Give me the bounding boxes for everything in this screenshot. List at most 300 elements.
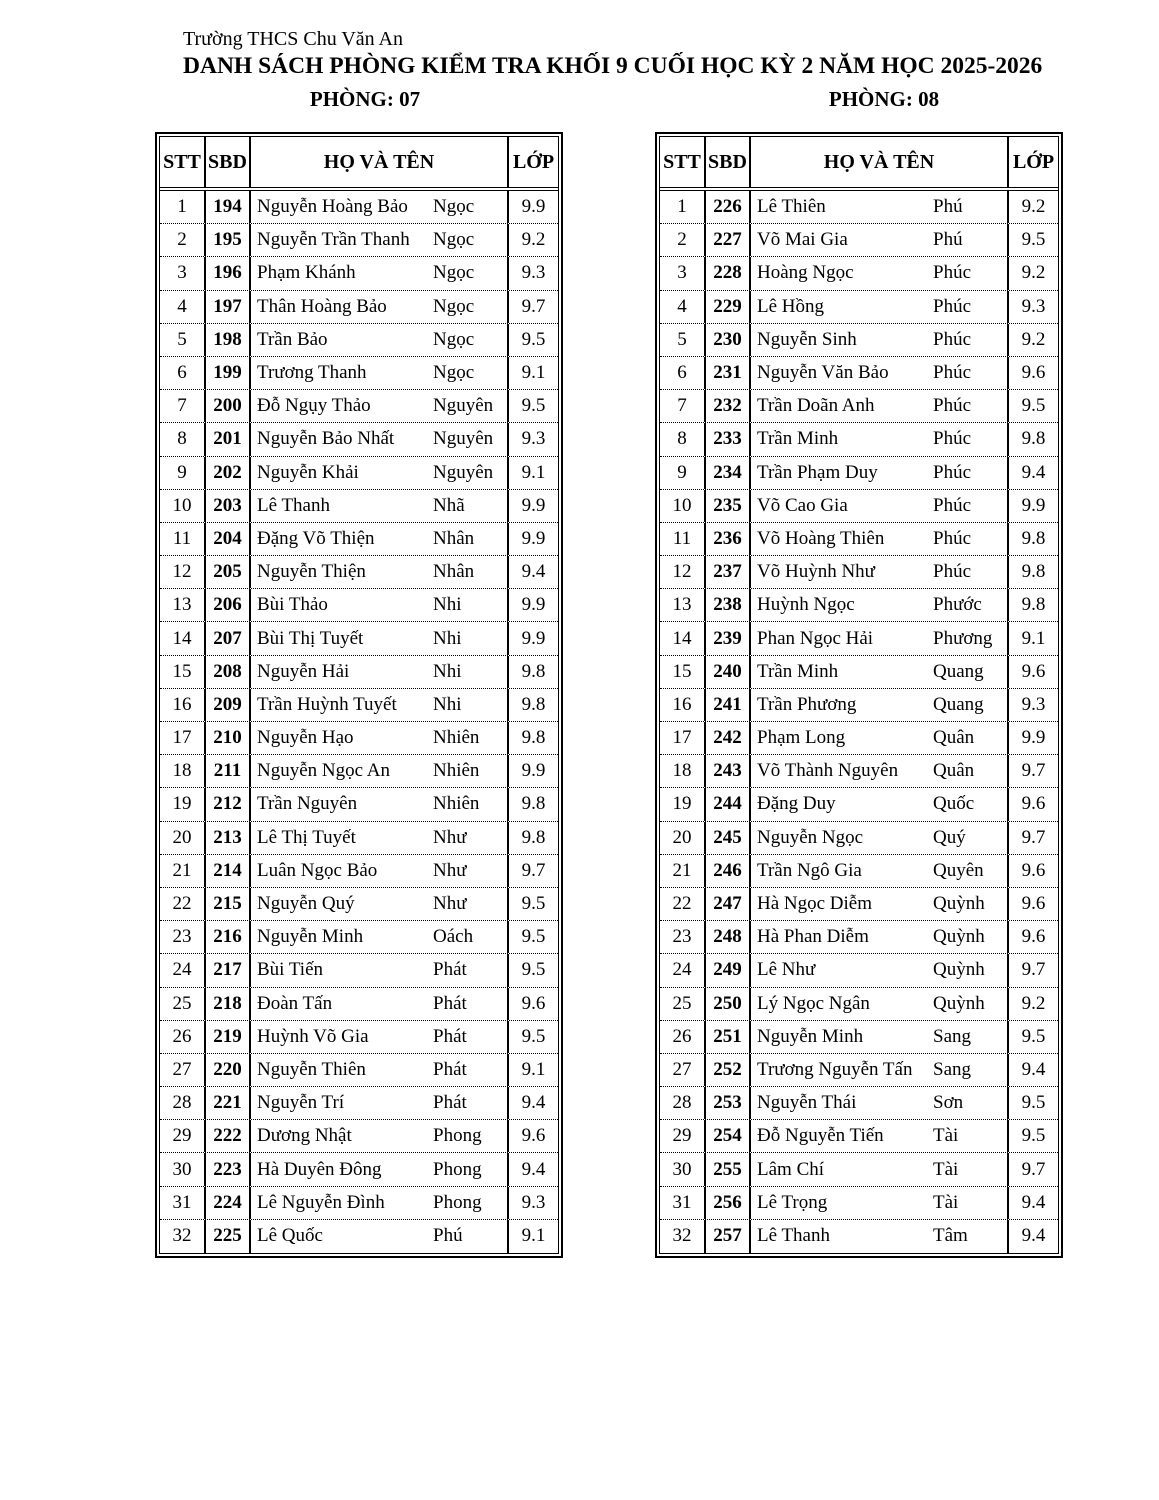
class-cell: 9.5	[1021, 1025, 1046, 1047]
stt-cell: 12	[160, 556, 206, 588]
table-row	[160, 755, 558, 788]
family-middle-name: Nguyễn Minh	[257, 926, 364, 948]
sbd-cell: 207	[206, 622, 251, 654]
class-cell: 9.2	[521, 229, 546, 251]
stt-cell: 20	[160, 822, 206, 854]
class-cell: 9.9	[521, 760, 546, 782]
given-name: Phúc	[933, 362, 971, 384]
room-07-table-body	[160, 191, 558, 1253]
family-middle-name: Lê Hồng	[757, 295, 825, 317]
given-name: Phong	[433, 1191, 482, 1213]
sbd-cell: 249	[706, 954, 751, 986]
family-middle-name: Đặng Duy	[757, 793, 836, 815]
family-middle-name: Hà Phan Diễm	[757, 926, 869, 948]
name-cell	[751, 689, 1009, 721]
table-row	[160, 1120, 558, 1153]
class-cell: 9.6	[1021, 859, 1046, 881]
table-row	[660, 722, 1058, 755]
class-cell: 9.5	[1021, 1092, 1046, 1114]
name-cell	[251, 888, 509, 920]
sbd-cell: 218	[206, 988, 251, 1020]
family-middle-name: Võ Cao Gia	[757, 494, 848, 516]
sbd-cell: 223	[206, 1153, 251, 1185]
table-row	[160, 589, 558, 622]
given-name: Phúc	[933, 328, 971, 350]
class-cell: 9.7	[1021, 1158, 1046, 1180]
stt-cell: 32	[160, 1220, 206, 1253]
table-row	[160, 357, 558, 390]
given-name: Quân	[933, 760, 975, 782]
given-name: Quỳnh	[933, 926, 985, 948]
name-cell	[251, 257, 509, 289]
stt-cell: 22	[160, 888, 206, 920]
sbd-cell: 215	[206, 888, 251, 920]
class-cell: 9.4	[521, 561, 546, 583]
sbd-cell: 244	[706, 788, 751, 820]
stt-cell: 1	[660, 191, 706, 223]
name-cell	[251, 1087, 509, 1119]
class-cell: 9.2	[1021, 328, 1046, 350]
given-name: Sang	[933, 1025, 971, 1047]
name-cell	[751, 755, 1009, 787]
table-row	[660, 855, 1058, 888]
name-cell	[251, 390, 509, 422]
name-cell	[751, 1087, 1009, 1119]
given-name: Ngọc	[433, 196, 475, 218]
stt-cell: 5	[660, 324, 706, 356]
name-cell	[751, 1220, 1009, 1253]
given-name: Quỳnh	[933, 959, 985, 981]
family-middle-name: Lê Quốc	[257, 1225, 323, 1247]
stt-cell: 8	[660, 423, 706, 455]
table-row	[160, 324, 558, 357]
name-cell	[751, 291, 1009, 323]
family-middle-name: Bùi Thảo	[257, 594, 328, 616]
sbd-cell: 195	[206, 224, 251, 256]
table-row	[160, 1153, 558, 1186]
family-middle-name: Nguyễn Thiên	[257, 1058, 366, 1080]
sbd-cell: 212	[206, 788, 251, 820]
family-middle-name: Nguyễn Quý	[257, 893, 355, 915]
table-row	[660, 423, 1058, 456]
name-cell	[751, 457, 1009, 489]
family-middle-name: Thân Hoàng Bảo	[257, 295, 387, 317]
stt-cell: 23	[160, 921, 206, 953]
sbd-cell: 250	[706, 988, 751, 1020]
class-cell: 9.6	[521, 992, 546, 1014]
table-row	[160, 1054, 558, 1087]
table-row	[160, 556, 558, 589]
table-row	[160, 523, 558, 556]
class-cell: 9.9	[521, 594, 546, 616]
given-name: Nhi	[433, 693, 462, 715]
given-name: Phú	[433, 1225, 463, 1247]
name-cell	[251, 1054, 509, 1086]
given-name: Như	[433, 826, 467, 848]
sbd-cell: 229	[706, 291, 751, 323]
sbd-cell: 243	[706, 755, 751, 787]
name-cell	[251, 622, 509, 654]
table-row	[160, 722, 558, 755]
stt-cell: 1	[160, 191, 206, 223]
given-name: Quốc	[933, 793, 975, 815]
stt-cell: 7	[160, 390, 206, 422]
given-name: Phước	[933, 594, 982, 616]
stt-cell: 19	[160, 788, 206, 820]
name-cell	[751, 257, 1009, 289]
table-row	[660, 788, 1058, 821]
given-name: Nhân	[433, 527, 475, 549]
name-cell	[251, 324, 509, 356]
class-cell: 9.5	[1021, 1125, 1046, 1147]
class-cell: 9.2	[1021, 262, 1046, 284]
name-cell	[251, 1187, 509, 1219]
class-cell: 9.1	[521, 1225, 546, 1247]
given-name: Tâm	[933, 1225, 968, 1247]
name-cell	[251, 490, 509, 522]
table-row	[660, 1054, 1058, 1087]
family-middle-name: Trương Nguyễn Tấn	[757, 1058, 913, 1080]
table-row	[160, 1087, 558, 1120]
given-name: Ngọc	[433, 229, 475, 251]
family-middle-name: Lê Nguyễn Đình	[257, 1191, 385, 1213]
given-name: Phong	[433, 1125, 482, 1147]
stt-cell: 9	[160, 457, 206, 489]
given-name: Tài	[933, 1158, 959, 1180]
given-name: Ngọc	[433, 295, 475, 317]
table-row	[660, 888, 1058, 921]
name-cell	[751, 224, 1009, 256]
table-row	[160, 689, 558, 722]
sbd-cell: 239	[706, 622, 751, 654]
column-header-sbd: SBD	[206, 137, 251, 187]
stt-cell: 31	[660, 1187, 706, 1219]
family-middle-name: Nguyễn Khải	[257, 461, 359, 483]
name-cell	[751, 888, 1009, 920]
given-name: Nhiên	[433, 760, 480, 782]
given-name: Sang	[933, 1058, 971, 1080]
sbd-cell: 203	[206, 490, 251, 522]
stt-cell: 27	[160, 1054, 206, 1086]
sbd-cell: 248	[706, 921, 751, 953]
given-name: Phúc	[933, 395, 971, 417]
table-header-row	[160, 137, 558, 191]
stt-cell: 23	[660, 921, 706, 953]
column-header-name: HỌ VÀ TÊN	[751, 137, 1009, 187]
class-cell: 9.8	[521, 660, 546, 682]
sbd-cell: 209	[206, 689, 251, 721]
class-cell: 9.9	[1021, 727, 1046, 749]
sbd-cell: 219	[206, 1021, 251, 1053]
given-name: Phú	[933, 196, 963, 218]
sbd-cell: 214	[206, 855, 251, 887]
stt-cell: 16	[660, 689, 706, 721]
stt-cell: 26	[660, 1021, 706, 1053]
sbd-cell: 251	[706, 1021, 751, 1053]
room-08-table-body	[660, 191, 1058, 1253]
stt-cell: 32	[660, 1220, 706, 1253]
family-middle-name: Nguyễn Ngọc	[757, 826, 864, 848]
family-middle-name: Lê Trọng	[757, 1191, 828, 1213]
class-cell: 9.4	[1021, 1058, 1046, 1080]
name-cell	[751, 490, 1009, 522]
class-cell: 9.3	[521, 1191, 546, 1213]
class-cell: 9.3	[1021, 693, 1046, 715]
given-name: Nhi	[433, 660, 462, 682]
class-cell: 9.6	[1021, 926, 1046, 948]
family-middle-name: Võ Hoàng Thiên	[757, 527, 885, 549]
table-row	[660, 921, 1058, 954]
family-middle-name: Nguyễn Sinh	[757, 328, 857, 350]
sbd-cell: 211	[206, 755, 251, 787]
table-row	[160, 656, 558, 689]
given-name: Phát	[433, 992, 467, 1014]
stt-cell: 6	[660, 357, 706, 389]
class-cell: 9.5	[521, 1025, 546, 1047]
family-middle-name: Nguyễn Hoàng Bảo	[257, 196, 408, 218]
table-row	[160, 224, 558, 257]
name-cell	[751, 954, 1009, 986]
stt-cell: 15	[160, 656, 206, 688]
sbd-cell: 232	[706, 390, 751, 422]
name-cell	[251, 556, 509, 588]
table-row	[160, 988, 558, 1021]
sbd-cell: 231	[706, 357, 751, 389]
class-cell: 9.5	[521, 395, 546, 417]
sbd-cell: 242	[706, 722, 751, 754]
class-cell: 9.4	[521, 1092, 546, 1114]
stt-cell: 28	[160, 1087, 206, 1119]
family-middle-name: Hoàng Ngọc	[757, 262, 854, 284]
stt-cell: 28	[660, 1087, 706, 1119]
sbd-cell: 221	[206, 1087, 251, 1119]
given-name: Nguyên	[433, 461, 494, 483]
class-cell: 9.6	[521, 1125, 546, 1147]
given-name: Nhân	[433, 561, 475, 583]
sbd-cell: 236	[706, 523, 751, 555]
table-row	[660, 589, 1058, 622]
table-row	[160, 390, 558, 423]
sbd-cell: 222	[206, 1120, 251, 1152]
family-middle-name: Hà Ngọc Diễm	[757, 893, 873, 915]
family-middle-name: Lê Thanh	[257, 494, 330, 516]
table-row	[660, 224, 1058, 257]
family-middle-name: Nguyễn Minh	[757, 1025, 864, 1047]
class-cell: 9.8	[521, 727, 546, 749]
family-middle-name: Nguyễn Trần Thanh	[257, 229, 410, 251]
stt-cell: 29	[660, 1120, 706, 1152]
stt-cell: 24	[660, 954, 706, 986]
class-cell: 9.4	[1021, 1191, 1046, 1213]
name-cell	[251, 523, 509, 555]
given-name: Nhiên	[433, 727, 480, 749]
sbd-cell: 224	[206, 1187, 251, 1219]
family-middle-name: Lê Thanh	[757, 1225, 830, 1247]
sbd-cell: 225	[206, 1220, 251, 1253]
stt-cell: 5	[160, 324, 206, 356]
class-cell: 9.3	[521, 262, 546, 284]
class-cell: 9.5	[1021, 229, 1046, 251]
class-cell: 9.5	[521, 893, 546, 915]
stt-cell: 6	[160, 357, 206, 389]
sbd-cell: 233	[706, 423, 751, 455]
sbd-cell: 208	[206, 656, 251, 688]
stt-cell: 17	[660, 722, 706, 754]
given-name: Quỳnh	[933, 893, 985, 915]
sbd-cell: 200	[206, 390, 251, 422]
given-name: Sơn	[933, 1092, 964, 1114]
given-name: Nguyên	[433, 428, 494, 450]
name-cell	[251, 822, 509, 854]
column-header-name: HỌ VÀ TÊN	[251, 137, 509, 187]
table-row	[160, 888, 558, 921]
stt-cell: 15	[660, 656, 706, 688]
family-middle-name: Lý Ngọc Ngân	[757, 992, 870, 1014]
given-name: Quang	[933, 660, 984, 682]
class-cell: 9.8	[521, 793, 546, 815]
class-cell: 9.8	[1021, 561, 1046, 583]
sbd-cell: 255	[706, 1153, 751, 1185]
name-cell	[251, 1220, 509, 1253]
room-07-label: PHÒNG: 07	[309, 87, 421, 111]
given-name: Nguyên	[433, 395, 494, 417]
sbd-cell: 247	[706, 888, 751, 920]
family-middle-name: Đỗ Nguyễn Tiến	[757, 1125, 884, 1147]
name-cell	[251, 855, 509, 887]
sbd-cell: 206	[206, 589, 251, 621]
column-header-sbd: SBD	[706, 137, 751, 187]
family-middle-name: Lê Thiên	[757, 196, 826, 218]
name-cell	[251, 722, 509, 754]
table-row	[160, 855, 558, 888]
table-row	[160, 822, 558, 855]
name-cell	[751, 390, 1009, 422]
table-row	[160, 490, 558, 523]
given-name: Quang	[933, 693, 984, 715]
stt-cell: 4	[160, 291, 206, 323]
class-cell: 9.4	[521, 1158, 546, 1180]
stt-cell: 21	[160, 855, 206, 887]
sbd-cell: 228	[706, 257, 751, 289]
name-cell	[251, 788, 509, 820]
table-row	[160, 622, 558, 655]
sbd-cell: 241	[706, 689, 751, 721]
given-name: Quân	[933, 727, 975, 749]
given-name: Quỳnh	[933, 992, 985, 1014]
family-middle-name: Đặng Võ Thiện	[257, 527, 375, 549]
table-row	[660, 291, 1058, 324]
sbd-cell: 253	[706, 1087, 751, 1119]
table-row	[160, 291, 558, 324]
class-cell: 9.1	[1021, 627, 1046, 649]
name-cell	[251, 291, 509, 323]
table-row	[660, 1153, 1058, 1186]
name-cell	[751, 556, 1009, 588]
stt-cell: 13	[660, 589, 706, 621]
name-cell	[751, 523, 1009, 555]
stt-cell: 21	[660, 855, 706, 887]
given-name: Quý	[933, 826, 966, 848]
given-name: Phúc	[933, 295, 971, 317]
stt-cell: 29	[160, 1120, 206, 1152]
table-row	[660, 622, 1058, 655]
class-cell: 9.9	[521, 494, 546, 516]
name-cell	[251, 423, 509, 455]
stt-cell: 13	[160, 589, 206, 621]
family-middle-name: Nguyễn Văn Bảo	[757, 362, 889, 384]
sbd-cell: 210	[206, 722, 251, 754]
table-row	[660, 556, 1058, 589]
sbd-cell: 246	[706, 855, 751, 887]
stt-cell: 25	[160, 988, 206, 1020]
class-cell: 9.7	[1021, 959, 1046, 981]
name-cell	[251, 921, 509, 953]
stt-cell: 3	[660, 257, 706, 289]
class-cell: 9.3	[1021, 295, 1046, 317]
stt-cell: 30	[160, 1153, 206, 1185]
class-cell: 9.7	[1021, 760, 1046, 782]
class-cell: 9.5	[521, 328, 546, 350]
sbd-cell: 197	[206, 291, 251, 323]
name-cell	[751, 788, 1009, 820]
sbd-cell: 199	[206, 357, 251, 389]
sbd-cell: 235	[706, 490, 751, 522]
table-row	[660, 1021, 1058, 1054]
name-cell	[751, 722, 1009, 754]
stt-cell: 17	[160, 722, 206, 754]
family-middle-name: Nguyễn Hạo	[257, 727, 354, 749]
given-name: Phong	[433, 1158, 482, 1180]
given-name: Ngọc	[433, 262, 475, 284]
family-middle-name: Trần Ngô Gia	[757, 859, 862, 881]
table-row	[660, 257, 1058, 290]
column-header-class: LỚP	[1012, 150, 1055, 173]
class-cell: 9.2	[1021, 196, 1046, 218]
name-cell	[751, 822, 1009, 854]
table-row	[160, 1220, 558, 1253]
stt-cell: 26	[160, 1021, 206, 1053]
stt-cell: 8	[160, 423, 206, 455]
class-cell: 9.8	[1021, 527, 1046, 549]
class-cell: 9.1	[521, 461, 546, 483]
class-cell: 9.8	[521, 826, 546, 848]
family-middle-name: Huỳnh Ngọc	[757, 594, 855, 616]
stt-cell: 18	[660, 755, 706, 787]
table-row	[660, 390, 1058, 423]
family-middle-name: Trần Bảo	[257, 328, 328, 350]
given-name: Phát	[433, 959, 467, 981]
name-cell	[751, 1120, 1009, 1152]
sbd-cell: 226	[706, 191, 751, 223]
name-cell	[251, 224, 509, 256]
table-row	[160, 921, 558, 954]
sbd-cell: 194	[206, 191, 251, 223]
sbd-cell: 254	[706, 1120, 751, 1152]
given-name: Oách	[433, 926, 474, 948]
stt-cell: 24	[160, 954, 206, 986]
given-name: Tài	[933, 1125, 959, 1147]
sbd-cell: 245	[706, 822, 751, 854]
name-cell	[251, 954, 509, 986]
family-middle-name: Trần Phương	[757, 693, 857, 715]
name-cell	[251, 689, 509, 721]
name-cell	[751, 357, 1009, 389]
table-row	[660, 822, 1058, 855]
class-cell: 9.8	[521, 693, 546, 715]
family-middle-name: Luân Ngọc Bảo	[257, 859, 378, 881]
column-header-class: LỚP	[512, 150, 555, 173]
name-cell	[751, 855, 1009, 887]
